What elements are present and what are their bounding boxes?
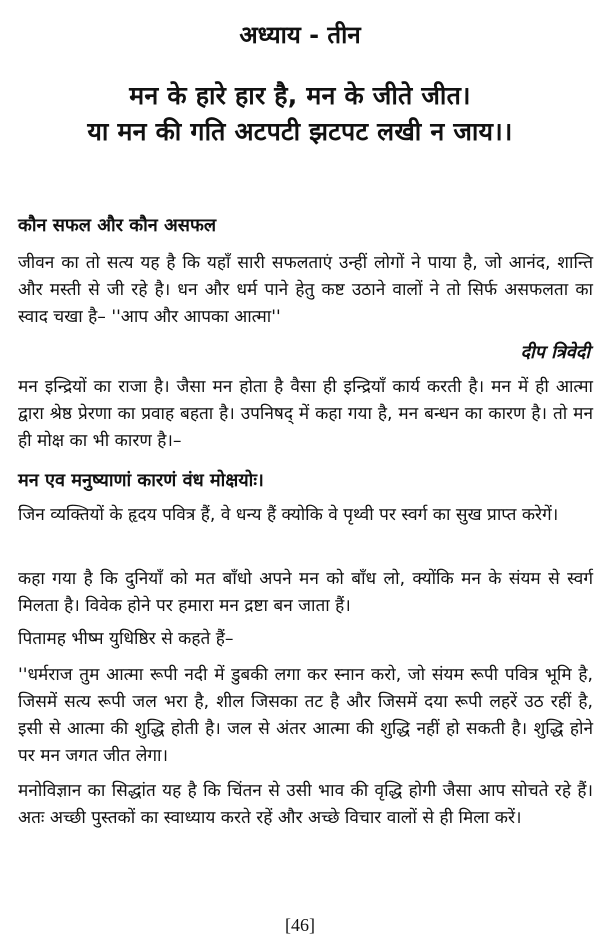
page-number: [46] [285, 915, 315, 935]
couplet-line-1: मन के हारे हार है, मन के जीते जीत। [129, 81, 471, 110]
chapter-title: अध्याय - तीन [239, 21, 361, 49]
shloka-line: मन एव मनुष्याणां कारणं वंध मोक्षयोः। [18, 470, 264, 491]
paragraph-4: कहा गया है कि दुनियाँ को मत बाँधो अपने मन को बाँध लो, क्योंकि मन के संयम से स्वर्ग मिलता है। विवेक होने पर हमारा मन द्रष्टा बन जाता हैं। [18, 569, 593, 616]
couplet-line-2: या मन की गति अटपटी झटपट लखी न जाय।। [87, 117, 513, 146]
attribution: दीप त्रिवेदी [520, 342, 590, 363]
paragraph-2: मन इन्द्रियों का राजा है। जैसा मन होता है वैसा ही इन्द्रियाँ कार्य करती है। मन में ही आत्मा द्वारा श्रेष्ठ प्रेरणा का प्रवाह बहता है। उपनिषद् में कहा गया है, मन बन्धन का कारण है। तो मन ही मोक्ष का भी कारण है।– [18, 377, 593, 451]
paragraph-1: जीवन का तो सत्य यह है कि यहाँ सारी सफलताएं उन्हीं लोगों ने पाया है, जो आनंद, शान्ति और मस्ती से जी रहे है। धन और धर्म पाने हेतु कष्ट उठाने वालों ने तो सिर्फ असफलता का स्वाद चखा है– ''आप और आपका आत्मा'' [18, 253, 593, 327]
section-heading: कौन सफल और कौन असफल [18, 215, 217, 236]
paragraph-5: पितामह भीष्म युधिष्ठिर से कहते हैं– [18, 629, 234, 649]
paragraph-3: जिन व्यक्तियों के हृदय पवित्र हैं, वे धन्य हैं क्योकि वे पृथ्वी पर स्वर्ग का सुख प्राप्त करेगें। [18, 505, 559, 525]
paragraph-6: ''धर्मराज तुम आत्मा रूपी नदी में डुबकी लगा कर स्नान करो, जो संयम रूपी पवित्र भूमि है, जिसमें सत्य रूपी जल भरा है, शील जिसका तट है और जिसमें दया रूपी लहरें उठ रहीं है, इसी से आत्मा की शुद्धि होती है। जल से अंतर आत्मा की शुद्धि नहीं हो सकती है। शुद्धि होने पर मन जगत जीत लेगा। [18, 665, 593, 766]
paragraph-7: मनोविज्ञान का सिद्धांत यह है कि चिंतन से उसी भाव की वृद्धि होगी जैसा आप सोचते रहे हैं। अतः अच्छी पुस्तकों का स्वाध्याय करते रहें और अच्छे विचार वालों से ही मिला करें। [18, 781, 593, 828]
